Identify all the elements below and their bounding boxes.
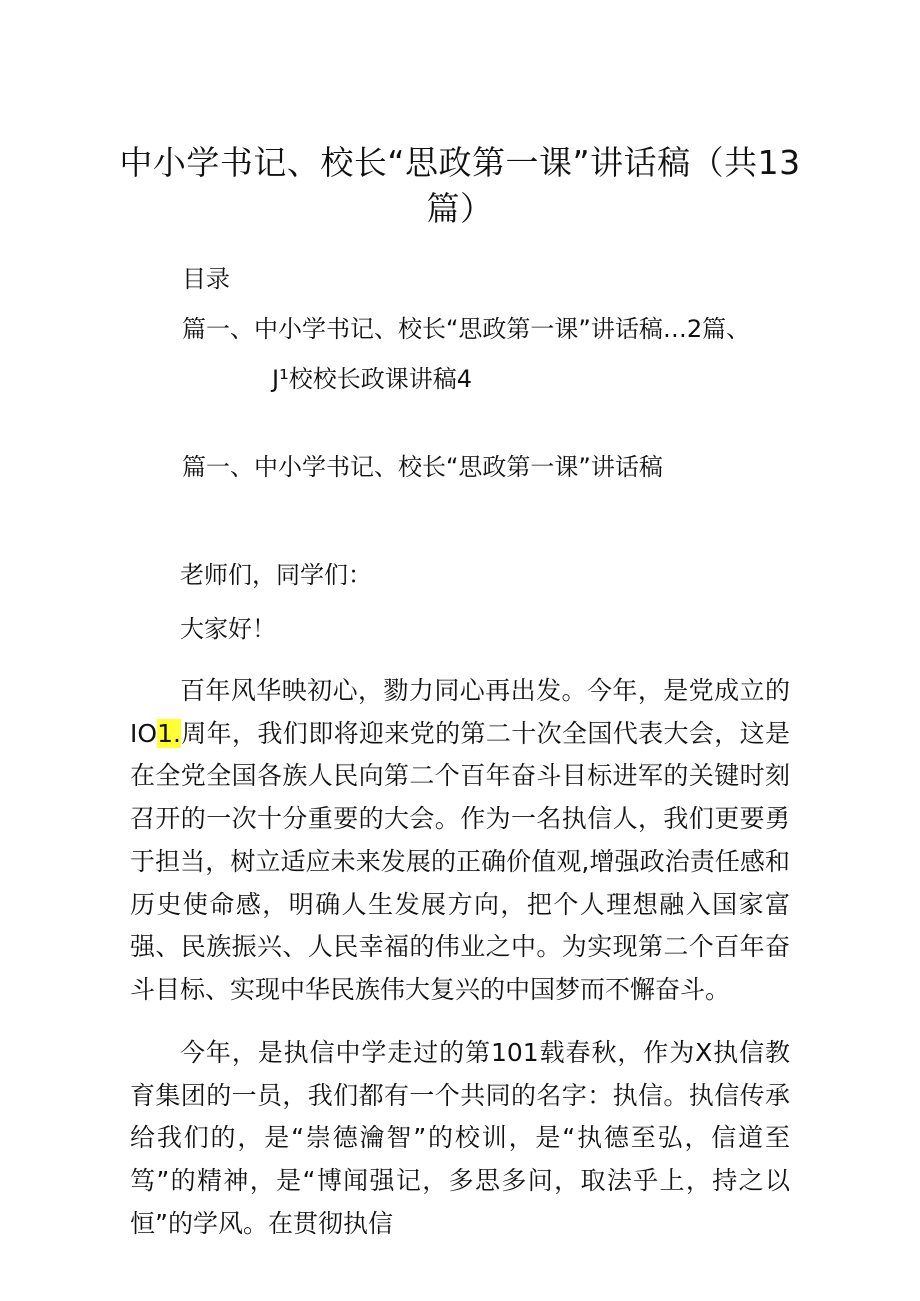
toc-label: 目录 — [182, 265, 230, 293]
document-title: 中小学书记、校长“思政第一课”讲话稿（共13篇） — [119, 143, 801, 228]
greeting: 大家好！ — [180, 615, 276, 643]
salutation: 老师们，同学们： — [180, 561, 372, 589]
section-heading: 篇一、中小学书记、校长“思政第一课”讲话稿 — [182, 453, 663, 481]
paragraph-1-text-start: 百年风华映初心，勠力同心再出发。今年，是党成立的IO — [130, 676, 790, 748]
paragraph-1 — [130, 670, 790, 1012]
paragraph-1-text-end: 周年，我们即将迎来党的第二十次全国代表大会，这是在全党全国各族人民向第二个百年奋斗目标进军的关键时刻召开的一次十分重要的大会。作为一名执信人，我们更要勇于担当，树立适应未来发展的正确价值观,增强政治责任感和历史使命感，明确人生发展方向，把个人理想融入国家富强、民族振兴、人民幸福的伟业之中。为实现第二个百年奋斗目标、实现中华民族伟大复兴的中国梦而不懈奋斗。 — [130, 718, 790, 1004]
toc-item-2: J¹校校长政课讲稿4 — [272, 365, 472, 393]
toc-item-1: 篇一、中小学书记、校长“思政第一课”讲话稿…2篇、 — [182, 315, 751, 343]
paragraph-2: 今年，是执信中学走过的第101载春秋，作为X执信教育集团的一员，我们都有一个共同的名字：执信。执信传承给我们的，是“崇德瀹智”的校训，是“执德至弘，信道至笃”的精神，是“博闻强记，多思多问，取法乎上，持之以恒”的学风。在贯彻执信 — [130, 1038, 790, 1238]
highlighted-text: 1. — [157, 718, 181, 748]
